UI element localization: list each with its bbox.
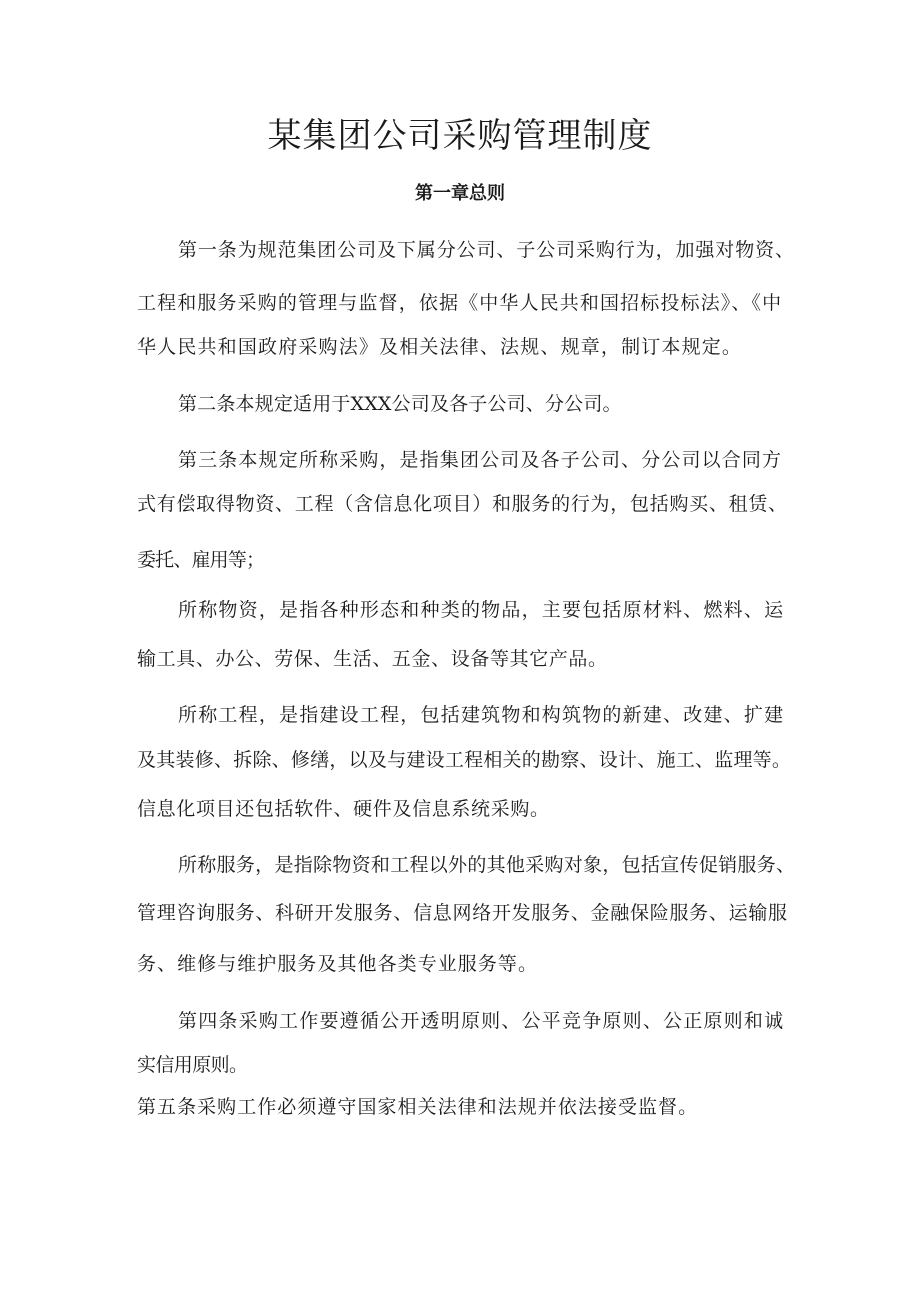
article-1-line-1: 第一条为规范集团公司及下属分公司、子公司采购行为，加强对物资、 [178,239,795,261]
materials-line-1: 所称物资，是指各种形态和种类的物品，主要包括原材料、燃料、运 [178,599,785,621]
article-2-line-1: 第二条本规定适用于XXX公司及各子公司、分公司。 [178,393,622,415]
services-line-2: 管理咨询服务、科研开发服务、信息网络开发服务、金融保险服务、运输服 [137,902,788,924]
article-4-line-1: 第四条采购工作要遵循公开透明原则、公平竞争原则、公正原则和诚 [178,1010,785,1032]
article-3-line-2: 式有偿取得物资、工程（含信息化项目）和服务的行为，包括购买、租赁、 [137,493,788,515]
chapter-heading: 第一章总则 [415,183,505,204]
article-5-line-1: 第五条采购工作必须遵守国家相关法律和法规并依法接受监督。 [137,1096,699,1118]
engineering-line-3: 信息化项目还包括软件、硬件及信息系统采购。 [137,798,550,820]
engineering-line-2: 及其装修、拆除、修缮，以及与建设工程相关的勘察、设计、施工、监理等。 [137,749,792,771]
materials-line-2: 输工具、办公、劳保、生活、五金、设备等其它产品。 [137,648,608,670]
article-1-line-3: 华人民共和国政府采购法》及相关法律、法规、规章，制订本规定。 [137,336,743,358]
engineering-line-1: 所称工程，是指建设工程，包括建筑物和构筑物的新建、改建、扩建 [178,704,785,726]
services-line-1: 所称服务，是指除物资和工程以外的其他采购对象，包括宣传促销服务、 [178,854,796,876]
document-title: 某集团公司采购管理制度 [267,116,653,156]
services-line-3: 务、维修与维护服务及其他各类专业服务等。 [137,953,539,975]
article-3-line-3: 委托、雇用等； [137,549,265,571]
article-3-line-1: 第三条本规定所称采购，是指集团公司及各子公司、分公司以合同方 [178,449,783,471]
article-4-line-2: 实信用原则。 [137,1054,248,1076]
article-1-line-2: 工程和服务采购的管理与监督，依据《中华人民共和国招标投标法》、《中 [137,292,783,314]
